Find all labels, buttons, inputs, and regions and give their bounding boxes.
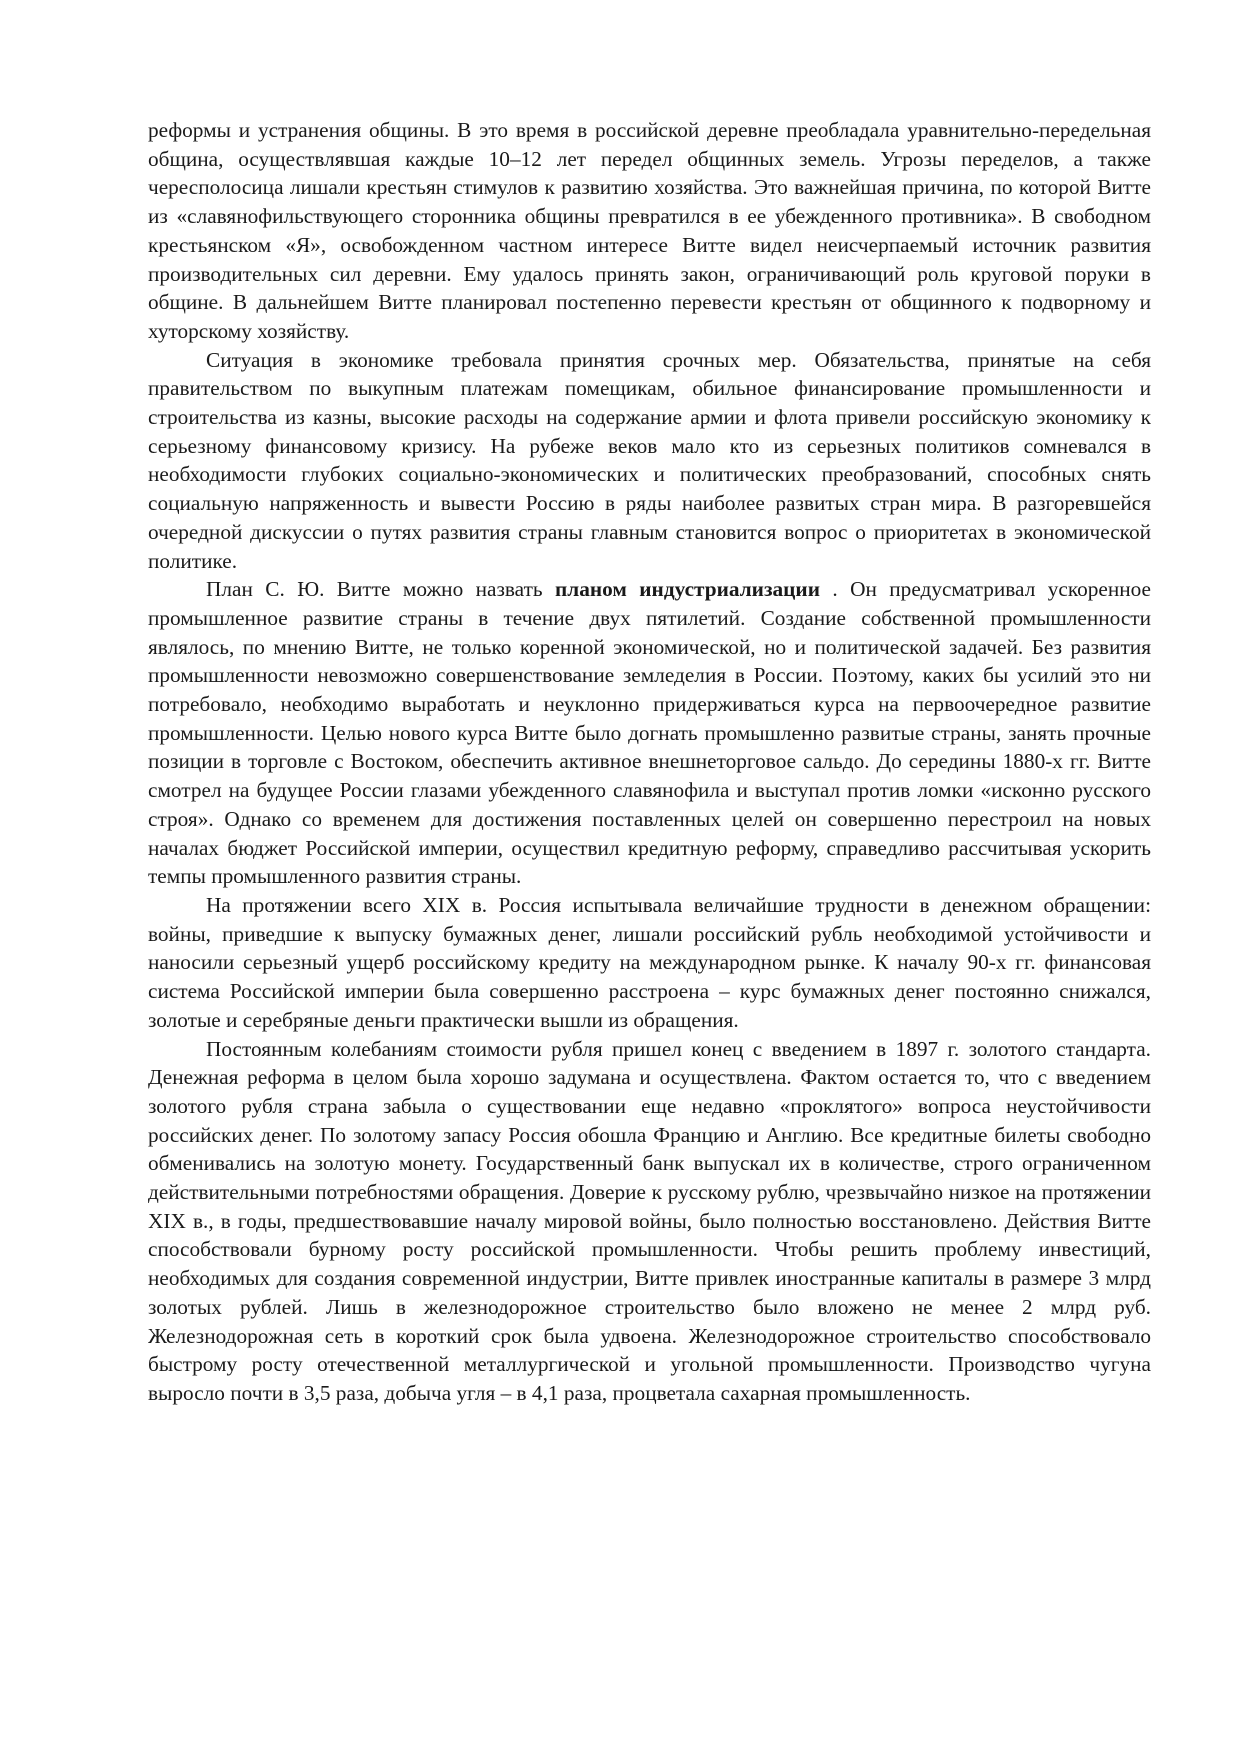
paragraph-monetary-difficulties: На протяжении всего XIX в. Россия испытывала величайшие трудности в денежном обращении: войны, приведшие к выпуску бумажных денег, лишали российский рубль необходимой устойчивости и наносили серьезный ущерб российскому кредиту на международном рынке. К началу 90-х гг. финансовая система Российской империи была совершенно расстроена – курс бумажных денег постоянно снижался, золотые и серебряные деньги практически вышли из обращения. [148, 892, 1151, 1032]
paragraph-gold-standard: Постоянным колебаниям стоимости рубля пришел конец с введением в 1897 г. золотого стандарта. Денежная реформа в целом была хорошо задумана и осуществлена. Фактом остается то, что с введением золотого рубля страна забыла о существовании еще недавно «проклятого» вопроса неустойчивости российских денег. По золотому запасу Россия обошла Францию и Англию. Все кредитные билеты свободно обменивались на золотую монету. Государственный банк выпускал их в количестве, строго ограниченном действительными потребностями обращения. Доверие к русскому рублю, чрезвычайно низкое на протяжении XIX в., в годы, предшествовавшие началу мировой войны, было полностью восстановлено. Действия Витте способствовали бурному росту российской промышленности. Чтобы решить проблему инвестиций, необходимых для создания современной индустрии, Витте привлек иностранные капиталы в размере 3 млрд золотых рублей. Лишь в железнодорожное строительство было вложено не менее 2 млрд руб. Железнодорожная сеть в короткий срок была удвоена. Железнодорожное строительство способствовало быстрому росту отечественной металлургической и угольной промышленности. Производство чугуна выросло почти в 3,5 раза, добыча угля – в 4,1 раза, процветала сахарная промышленность. [148, 1036, 1151, 1405]
paragraph-industrialization-body: . Он предусматривал ускоренное промышленное развитие страны в течение двух пятилетий. Создание собственной промышленности являлось, по мнению Витте, не только коренной экономической, но и политической задачей. Без развития промышленности невозможно совершенствование земледелия в России. Поэтому, каких бы усилий это ни потребовало, необходимо выработать и неуклонно придерживаться курса на первоочередное развитие промышленности. Целью нового курса Витте было догнать промышленно развитые страны, занять прочные позиции в торговле с Востоком, обеспечить активное внешнеторговое сальдо. До середины 1880-х гг. Витте смотрел на будущее России глазами убежденного славянофила и выступал против ломки «исконно русского строя». Однако со временем для достижения поставленных целей он совершенно перестроил на новых началах бюджет Российской империи, осуществил кредитную реформу, справедливо рассчитывая ускорить темпы промышленного развития страны. [148, 577, 1151, 889]
document-page [148, 116, 1151, 1408]
paragraph-economic-crisis: Ситуация в экономике требовала принятия срочных мер. Обязательства, принятые на себя правительством по выкупным платежам помещикам, обильное финансирование промышленности и строительства из казны, высокие расходы на содержание армии и флота привели российскую экономику к серьезному финансовому кризису. На рубеже веков мало кто из серьезных политиков сомневался в необходимости глубоких социально-экономических и политических преобразований, способных снять социальную напряженность и вывести Россию в ряды наиболее развитых стран мира. В разгоревшейся очередной дискуссии о путях развития страны главным становится вопрос о приоритетах в экономической политике. [148, 347, 1151, 573]
paragraph-industrialization-lead: План С. Ю. Витте можно назвать [206, 577, 555, 602]
industrialization-plan-term: планом индустриализации [555, 577, 820, 602]
paragraph-industrialization-plan [148, 575, 1151, 891]
paragraph-community-reform: реформы и устранения общины. В это время в российской деревне преобладала уравнительно-передельная община, осуществлявшая каждые 10–12 лет передел общинных земель. Угрозы переделов, а также чересполосица лишали крестьян стимулов к развитию хозяйства. Это важнейшая причина, по которой Витте из «славянофильствующего сторонника общины превратился в ее убежденного противника». В свободном крестьянском «Я», освобожденном частном интересе Витте видел неисчерпаемый источник развития производительных сил деревни. Ему удалось принять закон, ограничивающий роль круговой поруки в общине. В дальнейшем Витте планировал постепенно перевести крестьян от общинного к подворному и хуторскому хозяйству. [148, 118, 1151, 343]
